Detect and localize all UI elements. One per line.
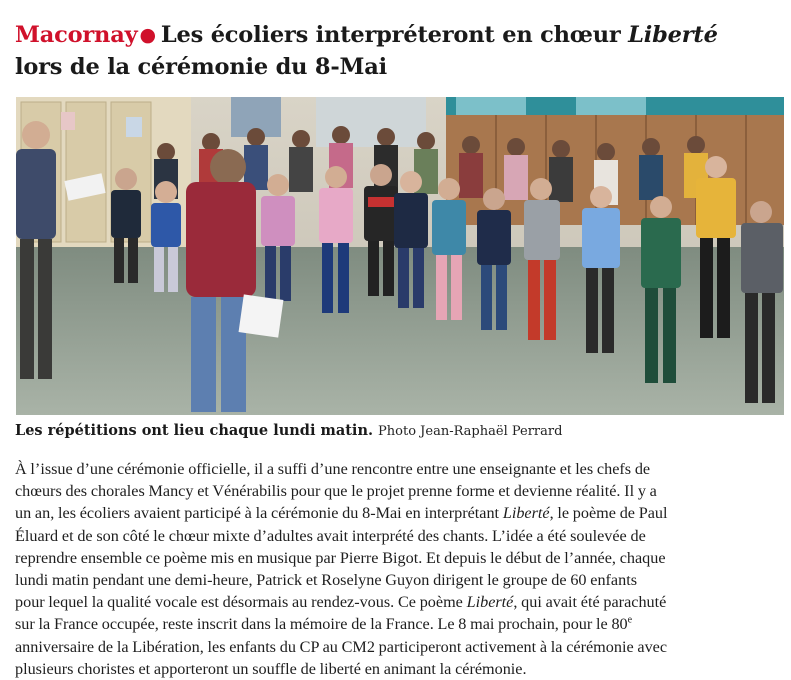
photo-caption <box>15 421 785 442</box>
body-line: Éluard et de son côté le chœur mixte d’adultes avait interprété des chants. L’idée a été soulevée de <box>15 526 646 545</box>
body-line: chœurs des chorales Mancy et Vénérabilis pour que le projet prenne forme et devienne réalité. Il y a <box>15 482 657 501</box>
article-headline <box>15 20 780 83</box>
body-line: lundi matin pendant une demi-heure, Patrick et Roselyne Guyon dirigent le groupe de 60 enfants <box>15 571 637 590</box>
body-line: sur la France occupée, reste inscrit dans la mémoire de la France. Le 8 mai prochain, pour le 80e <box>15 615 633 634</box>
headline-title-italic: Liberté <box>628 22 718 48</box>
body-line: reprendre ensemble ce poème mis en musique par Pierre Bigot. Et depuis le début de l’année, chaque <box>15 548 666 567</box>
caption-text: Les répétitions ont lieu chaque lundi matin. <box>15 422 374 439</box>
headline-line2: lors de la cérémonie du 8-Mai <box>15 54 387 80</box>
photo-credit: Photo Jean-Raphaël Perrard <box>378 424 563 439</box>
article-photo <box>16 97 784 415</box>
body-line: À l’issue d’une cérémonie officielle, il a suffi d’une rencontre entre une enseignante et les chefs de <box>15 460 651 478</box>
children-choir-photo-illustration <box>16 97 784 415</box>
red-bullet-icon: ● <box>139 24 156 46</box>
headline-kicker: Macornay <box>15 22 138 48</box>
body-line: plusieurs choristes et apporteront un souffle de liberté en animant la cérémonie. <box>15 659 527 678</box>
body-line: pour lequel la qualité vocale est désormais au rendez-vous. Ce poème Liberté, qui avait été parachuté <box>15 593 667 612</box>
body-line: un an, les écoliers avaient participé à la cérémonie du 8-Mai en interprétant Liberté, le poème de Paul <box>15 504 668 523</box>
article-body <box>15 458 787 680</box>
headline-part1: Les écoliers interpréteront en chœur <box>160 22 629 48</box>
body-line: anniversaire de la Libération, les enfants du CP au CM2 participeront activement à la cérémonie avec <box>15 637 668 656</box>
